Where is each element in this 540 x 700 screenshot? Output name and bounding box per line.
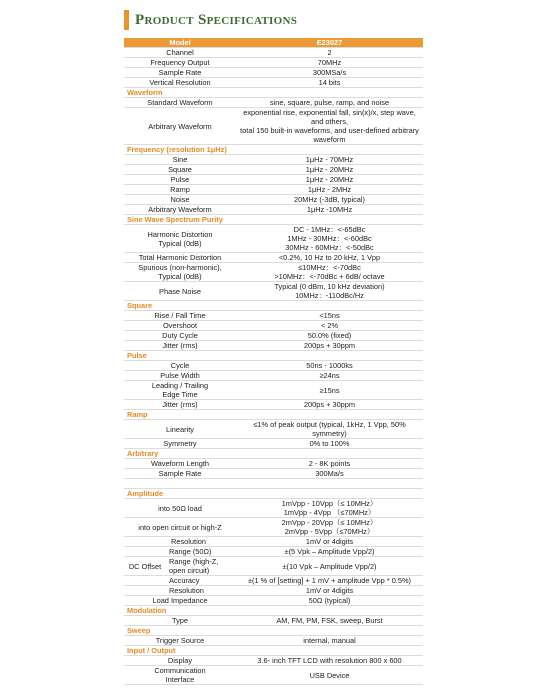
spec-value: ±(10 Vpk – Amplitude Vpp/2) bbox=[236, 557, 423, 576]
spec-value: sine, square, pulse, ramp, and noise bbox=[236, 98, 423, 108]
title-block bbox=[124, 9, 297, 31]
spec-row bbox=[124, 636, 423, 646]
spec-row bbox=[124, 341, 423, 351]
spec-label: Vertical Resolution bbox=[124, 78, 236, 88]
spec-row bbox=[124, 205, 423, 215]
spec-value: 300MSa/s bbox=[236, 68, 423, 78]
spec-value: 1μHz - 70MHz bbox=[236, 155, 423, 165]
spec-label: Display bbox=[124, 656, 236, 666]
spec-label: Linearity bbox=[124, 420, 236, 439]
spec-value: 20MHz (-3dB, typical) bbox=[236, 195, 423, 205]
spec-value: 1mV or 4digits bbox=[236, 586, 423, 596]
section-title: Waveform bbox=[124, 88, 423, 98]
spec-row bbox=[124, 469, 423, 479]
spec-label: Sample Rate bbox=[124, 68, 236, 78]
spec-label: Symmetry bbox=[124, 439, 236, 449]
spec-label-cell bbox=[124, 557, 236, 576]
spec-value: 1mV or 4digits bbox=[236, 537, 423, 547]
spec-label: Frequency Output bbox=[124, 58, 236, 68]
spec-value: <15ns bbox=[236, 311, 423, 321]
spec-label: Jitter (rms) bbox=[124, 400, 236, 410]
spec-row bbox=[124, 321, 423, 331]
spec-label: into 50Ω load bbox=[124, 499, 236, 518]
spec-value: <0.2%, 10 Hz to 20 kHz, 1 Vpp bbox=[236, 253, 423, 263]
spec-row bbox=[124, 400, 423, 410]
title-accent-bar bbox=[124, 10, 129, 30]
spec-row bbox=[124, 616, 423, 626]
table-header-row bbox=[124, 38, 423, 48]
spec-row bbox=[124, 596, 423, 606]
section-heading bbox=[124, 626, 423, 636]
spec-label: into open circuit or high-Z bbox=[124, 518, 236, 537]
spec-row bbox=[124, 547, 423, 557]
spec-value: ±(5 Vpk – Amplitude Vpp/2) bbox=[236, 547, 423, 557]
spec-label: Phase Noise bbox=[124, 282, 236, 301]
spec-label: Sine bbox=[124, 155, 236, 165]
header-label: Model bbox=[124, 38, 236, 48]
spec-value: USB Device bbox=[236, 666, 423, 685]
header-value: E23027 bbox=[236, 38, 423, 48]
section-heading bbox=[124, 449, 423, 459]
spec-row bbox=[124, 420, 423, 439]
page-title: Product Specifications bbox=[135, 11, 298, 28]
section-title: Arbitrary bbox=[124, 449, 423, 459]
spec-row bbox=[124, 185, 423, 195]
spec-value: ±(1 % of [setting] + 1 mV + amplitude Vpp * 0.5%) bbox=[236, 576, 423, 586]
section-heading bbox=[124, 88, 423, 98]
spec-label: Arbitrary Waveform bbox=[124, 108, 236, 145]
spec-label: Rise / Fall Time bbox=[124, 311, 236, 321]
spec-row bbox=[124, 311, 423, 321]
group-label-layout bbox=[124, 557, 236, 575]
spec-label-cell bbox=[124, 586, 236, 596]
spec-value: 50ns - 1000ks bbox=[236, 361, 423, 371]
spec-value: ≤1% of peak output (typical, 1kHz, 1 Vpp, 50% symmetry) bbox=[236, 420, 423, 439]
spec-value: 2 - 8K points bbox=[236, 459, 423, 469]
section-heading bbox=[124, 351, 423, 361]
section-title: Square bbox=[124, 301, 423, 311]
spec-value: ≥24ns bbox=[236, 371, 423, 381]
spec-table bbox=[124, 38, 423, 685]
spec-label: Communication Interface bbox=[124, 666, 236, 685]
spec-row bbox=[124, 499, 423, 518]
spec-row bbox=[124, 586, 423, 596]
spec-row bbox=[124, 48, 423, 58]
spec-row bbox=[124, 439, 423, 449]
spec-value: DC - 1MHz：<-65dBc 1MHz - 30MHz：<-60dBc 30MHz - 60MHz：<-50dBc bbox=[236, 225, 423, 253]
section-heading bbox=[124, 301, 423, 311]
spec-label: Resolution bbox=[124, 537, 236, 547]
group-label: DC Offset bbox=[128, 561, 162, 571]
spec-value: 2mVpp - 20Vpp（≤ 10MHz） 2mVpp - 5Vpp（≤70MHz） bbox=[236, 518, 423, 537]
spec-row bbox=[124, 666, 423, 685]
spec-row bbox=[124, 361, 423, 371]
spec-value: 1μHz -10MHz bbox=[236, 205, 423, 215]
spec-row bbox=[124, 459, 423, 469]
spec-label: Resolution bbox=[169, 586, 204, 595]
spec-value: ≤10MHz：<-70dBc >10MHz：<-70dBc + 6dB/ octave bbox=[236, 263, 423, 282]
spec-row bbox=[124, 557, 423, 576]
spec-label: Load Impedance bbox=[124, 596, 236, 606]
spec-label: Standard Waveform bbox=[124, 98, 236, 108]
spec-value: 200ps + 30ppm bbox=[236, 341, 423, 351]
section-title: Sweep bbox=[124, 626, 423, 636]
spec-row bbox=[124, 58, 423, 68]
spec-row bbox=[124, 155, 423, 165]
spec-label: Channel bbox=[124, 48, 236, 58]
spec-row bbox=[124, 108, 423, 145]
section-title: Modulation bbox=[124, 606, 423, 616]
spec-label: Square bbox=[124, 165, 236, 175]
spec-value: 2 bbox=[236, 48, 423, 58]
spec-row bbox=[124, 175, 423, 185]
spec-label-cell bbox=[124, 547, 236, 557]
spec-value: ≥15ns bbox=[236, 381, 423, 400]
spec-label: Spurious (non-harmonic), Typical (0dB) bbox=[124, 263, 236, 282]
spec-label: Overshoot bbox=[124, 321, 236, 331]
spec-label: Sample Rate bbox=[124, 469, 236, 479]
spec-row bbox=[124, 537, 423, 547]
spec-row bbox=[124, 98, 423, 108]
spec-value: 50Ω (typical) bbox=[236, 596, 423, 606]
section-heading bbox=[124, 489, 423, 499]
spec-row bbox=[124, 78, 423, 88]
spec-value: 1μHz - 20MHz bbox=[236, 175, 423, 185]
spec-label: Cycle bbox=[124, 361, 236, 371]
spec-value: 200ps + 30ppm bbox=[236, 400, 423, 410]
spec-label: Duty Cycle bbox=[124, 331, 236, 341]
section-title: Amplitude bbox=[124, 489, 423, 499]
group-label-layout bbox=[124, 586, 236, 595]
spec-label: Total Harmonic Distortion bbox=[124, 253, 236, 263]
spec-value: 0% to 100% bbox=[236, 439, 423, 449]
spec-label: Pulse bbox=[124, 175, 236, 185]
spec-label: Noise bbox=[124, 195, 236, 205]
section-heading bbox=[124, 606, 423, 616]
spec-value: AM, FM, PM, FSK, sweep, Burst bbox=[236, 616, 423, 626]
spec-value: < 2% bbox=[236, 321, 423, 331]
spec-value: 1μHz - 2MHz bbox=[236, 185, 423, 195]
spec-label: Type bbox=[124, 616, 236, 626]
spec-row bbox=[124, 656, 423, 666]
spec-value: Typical (0 dBm, 10 kHz deviation) 10MHz：-110dBc/Hz bbox=[236, 282, 423, 301]
spec-row bbox=[124, 263, 423, 282]
spec-label: Pulse Width bbox=[124, 371, 236, 381]
spec-row bbox=[124, 518, 423, 537]
group-label bbox=[124, 576, 166, 585]
spec-value: 1μHz - 20MHz bbox=[236, 165, 423, 175]
section-title: Ramp bbox=[124, 410, 423, 420]
section-title: Pulse bbox=[124, 351, 423, 361]
spec-value: exponential rise, exponential fall, sin(x)/x, step wave, and others, total 150 built-in waveforms, and user-defined arbitrary waveform bbox=[236, 108, 423, 145]
spec-row bbox=[124, 576, 423, 586]
spec-row bbox=[124, 371, 423, 381]
spacer-row bbox=[124, 479, 423, 489]
spec-label: Trigger Source bbox=[124, 636, 236, 646]
spec-label: Waveform Length bbox=[124, 459, 236, 469]
section-title: Input / Output bbox=[124, 646, 423, 656]
spacer-cell bbox=[124, 479, 423, 489]
spec-value: 300Ma/s bbox=[236, 469, 423, 479]
section-heading bbox=[124, 410, 423, 420]
section-title: Frequency (resolution 1μHz) bbox=[124, 145, 423, 155]
spec-label: Accuracy bbox=[169, 576, 200, 585]
spec-label: Leading / Trailing Edge Time bbox=[124, 381, 236, 400]
spec-label-cell bbox=[124, 576, 236, 586]
spec-row bbox=[124, 282, 423, 301]
spec-row bbox=[124, 381, 423, 400]
spec-row bbox=[124, 331, 423, 341]
spec-label: Range (50Ω) bbox=[169, 547, 212, 556]
spec-label: Jitter (rms) bbox=[124, 341, 236, 351]
spec-value: 14 bits bbox=[236, 78, 423, 88]
section-title: Sine Wave Spectrum Purity bbox=[124, 215, 423, 225]
section-heading bbox=[124, 646, 423, 656]
spec-row bbox=[124, 195, 423, 205]
spec-label: Harmonic Distortion Typical (0dB) bbox=[124, 225, 236, 253]
spec-value: 1mVpp - 10Vpp（≤ 10MHz） 1mVpp - 4Vpp （≤70MHz） bbox=[236, 499, 423, 518]
spec-row bbox=[124, 165, 423, 175]
spec-value: 70MHz bbox=[236, 58, 423, 68]
section-heading bbox=[124, 145, 423, 155]
group-label bbox=[124, 547, 166, 556]
spec-value: 3.6- inch TFT LCD with resolution 800 x 600 bbox=[236, 656, 423, 666]
spec-row bbox=[124, 253, 423, 263]
spec-label: Arbitrary Waveform bbox=[124, 205, 236, 215]
group-label-layout bbox=[124, 547, 236, 556]
spec-value: internal, manual bbox=[236, 636, 423, 646]
spec-label: Range (high-Z, open circuit) bbox=[169, 557, 219, 575]
spec-row bbox=[124, 225, 423, 253]
spec-label: Ramp bbox=[124, 185, 236, 195]
section-heading bbox=[124, 215, 423, 225]
spec-value: 50.0% (fixed) bbox=[236, 331, 423, 341]
group-label bbox=[124, 586, 166, 595]
group-label-layout bbox=[124, 576, 236, 585]
spec-row bbox=[124, 68, 423, 78]
